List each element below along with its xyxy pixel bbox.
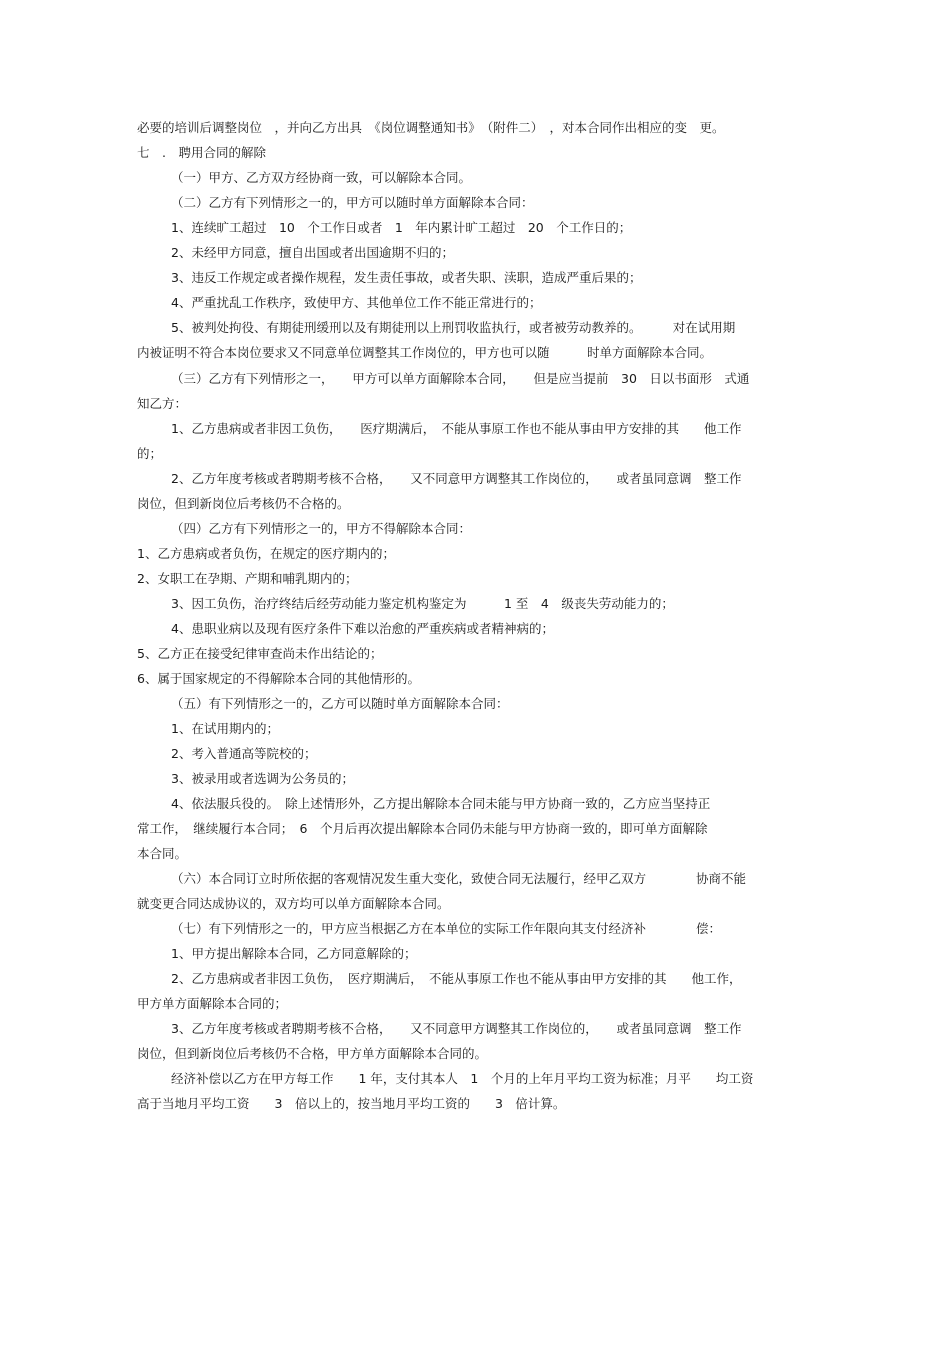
list-item: 3、因工负伤，治疗终结后经劳动能力鉴定机构鉴定为 1 至 4 级丧失劳动能力的； <box>171 596 674 611</box>
text-line: （三）乙方有下列情形之一， 甲方可以单方面解除本合同， 但是应当提前 30 日以书面形 式通 <box>171 371 750 386</box>
text-line: （六）本合同订立时所依据的客观情况发生重大变化，致使合同无法履行，经甲乙双方 协商不能 <box>171 871 747 886</box>
list-item: 4、严重扰乱工作秩序，致使甲方、其他单位工作不能正常进行的； <box>171 295 542 310</box>
text-line: 甲方单方面解除本合同的； <box>137 996 288 1011</box>
text-line: 必要的培训后调整岗位 ，并向乙方出具 《岗位调整通知书》 （附件二） ，对本合同作出相应的变 更。 <box>137 120 725 135</box>
text-line: 知乙方： <box>137 396 188 411</box>
list-item: 2、女职工在孕期、产期和哺乳期内的； <box>137 571 358 586</box>
list-item: 2、乙方年度考核或者聘期考核不合格， 又不同意甲方调整其工作岗位的， 或者虽同意调 整工作 <box>171 471 742 486</box>
list-item: 1、乙方患病或者非因工负伤， 医疗期满后， 不能从事原工作也不能从事由甲方安排的其 他工作 <box>171 421 742 436</box>
list-item: 1、连续旷工超过 10 个工作日或者 1 年内累计旷工超过 20 个工作日的； <box>171 220 632 235</box>
list-item: 6、属于国家规定的不得解除本合同的其他情形的。 <box>137 671 420 686</box>
list-item: 1、乙方患病或者负伤，在规定的医疗期内的； <box>137 546 395 561</box>
list-item: 1、甲方提出解除本合同，乙方同意解除的； <box>171 946 417 961</box>
list-item: 5、被判处拘役、有期徒刑缓刑以及有期徒刑以上刑罚收监执行，或者被劳动教养的。 对在试用期 <box>171 320 736 335</box>
text-line: （七）有下列情形之一的，甲方应当根据乙方在本单位的实际工作年限向其支付经济补 偿： <box>171 921 722 936</box>
text-line: 岗位，但到新岗位后考核仍不合格，甲方单方面解除本合同的。 <box>137 1046 488 1061</box>
list-item: 2、未经甲方同意，擅自出国或者出国逾期不归的； <box>171 245 454 260</box>
text-line: 高于当地月平均工资 3 倍以上的，按当地月平均工资的 3 倍计算。 <box>137 1096 566 1111</box>
text-line: （五）有下列情形之一的，乙方可以随时单方面解除本合同： <box>171 696 509 711</box>
list-item: 2、乙方患病或者非因工负伤， 医疗期满后， 不能从事原工作也不能从事由甲方安排的其 他工作， <box>171 971 742 986</box>
section-heading: 七 . 聘用合同的解除 <box>137 145 266 160</box>
list-item: 3、乙方年度考核或者聘期考核不合格， 又不同意甲方调整其工作岗位的， 或者虽同意调 整工作 <box>171 1021 742 1036</box>
text-line: 常工作， 继续履行本合同； 6 个月后再次提出解除本合同仍未能与甲方协商一致的，即可单方面解除 <box>137 821 708 836</box>
text-line: 经济补偿以乙方在甲方每工作 1 年，支付其本人 1 个月的上年月平均工资为标准；月平 均工资 <box>171 1071 754 1086</box>
text-line: （四）乙方有下列情形之一的，甲方不得解除本合同： <box>171 521 472 536</box>
text-line: （一）甲方、乙方双方经协商一致，可以解除本合同。 <box>171 170 472 185</box>
text-line: 本合同。 <box>137 846 188 861</box>
list-item: 3、被录用或者选调为公务员的； <box>171 771 354 786</box>
list-item: 4、依法服兵役的。 除上述情形外，乙方提出解除本合同未能与甲方协商一致的，乙方应当坚持正 <box>171 796 711 811</box>
list-item: 1、在试用期内的； <box>171 721 279 736</box>
text-line: 岗位，但到新岗位后考核仍不合格的。 <box>137 496 350 511</box>
text-line: 的； <box>137 446 163 461</box>
list-item: 2、考入普通高等院校的； <box>171 746 317 761</box>
list-item: 3、违反工作规定或者操作规程，发生责任事故，或者失职、渎职，造成严重后果的； <box>171 270 642 285</box>
text-line: （二）乙方有下列情形之一的，甲方可以随时单方面解除本合同： <box>171 195 534 210</box>
list-item: 5、乙方正在接受纪律审查尚未作出结论的； <box>137 646 383 661</box>
text-line: 就变更合同达成协议的，双方均可以单方面解除本合同。 <box>137 896 450 911</box>
list-item: 4、患职业病以及现有医疗条件下难以治愈的严重疾病或者精神病的； <box>171 621 554 636</box>
text-line: 内被证明不符合本岗位要求又不同意单位调整其工作岗位的，甲方也可以随 时单方面解除本合同。 <box>137 345 713 360</box>
